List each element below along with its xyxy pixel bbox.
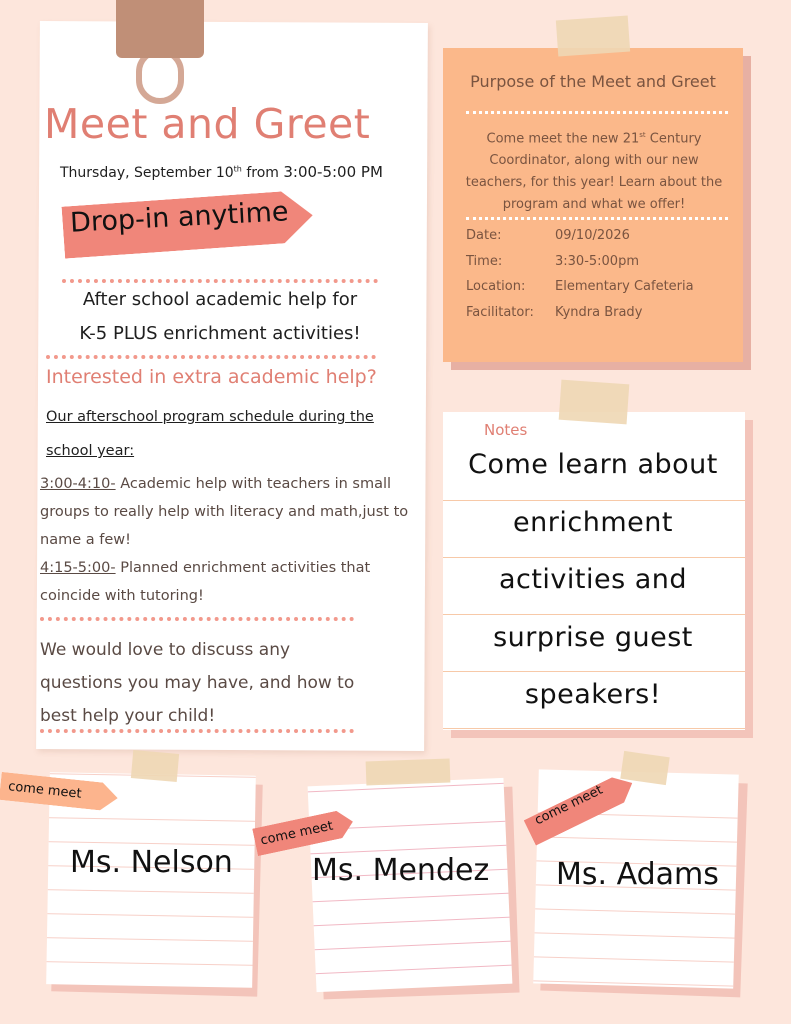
- schedule-item: 4:15-5:00- Planned enrichment activities that coincide with tutoring!: [40, 560, 371, 604]
- dropin-text: Drop-in anytime: [69, 196, 290, 239]
- schedule-heading: Our afterschool program schedule during the school year:: [46, 409, 374, 459]
- event-date-line: Thursday, September 10th from 3:00-5:00 PM: [60, 163, 383, 181]
- come-meet-label: come meet: [7, 779, 83, 802]
- detail-row-facilitator: Facilitator: Kyndra Brady: [466, 304, 643, 320]
- detail-row-time: Time: 3:30-5:00pm: [466, 253, 639, 269]
- event-details: [466, 228, 694, 330]
- tape-strip: [366, 759, 451, 786]
- schedule-item: 3:00-4:10- Academic help with teachers in small groups to really help with literacy and math,just to name a few!: [40, 476, 409, 548]
- notes-text: Come learn about enrichment activities and surprise guest speakers!: [468, 449, 718, 710]
- come-meet-label: come meet: [259, 818, 335, 849]
- dotted-divider: [40, 617, 354, 621]
- dotted-divider: [40, 729, 354, 733]
- come-meet-label: come meet: [532, 782, 606, 829]
- interested-heading: Interested in extra academic help?: [46, 366, 377, 388]
- tape-strip: [559, 380, 630, 425]
- detail-row-location: Location: Elementary Cafeteria: [466, 279, 694, 294]
- dotted-divider: [466, 217, 728, 220]
- detail-row-date: Date: 09/10/2026: [466, 228, 630, 243]
- teacher-name: Ms. Adams: [556, 857, 719, 892]
- dotted-divider: [46, 355, 376, 359]
- binder-clip-tab: [116, 0, 204, 58]
- notes-label: Notes: [484, 421, 528, 439]
- dotted-divider: [466, 111, 728, 114]
- purpose-title: Purpose of the Meet and Greet: [470, 72, 716, 91]
- intro-text: After school academic help for K-5 PLUS enrichment activities!: [79, 289, 361, 344]
- flyer-title: Meet and Greet: [44, 100, 371, 148]
- tape-strip: [131, 750, 179, 782]
- tape-strip: [556, 16, 630, 57]
- closing-text: We would love to discuss any questions you may have, and how to best help your child!: [40, 640, 355, 726]
- purpose-body: Come meet the new 21st Century Coordinator, along with our new teachers, for this year! Learn about the program and what we offer!: [465, 131, 723, 213]
- teacher-name: Ms. Mendez: [312, 853, 490, 888]
- teacher-name: Ms. Nelson: [70, 845, 233, 880]
- schedule-list: [40, 470, 412, 610]
